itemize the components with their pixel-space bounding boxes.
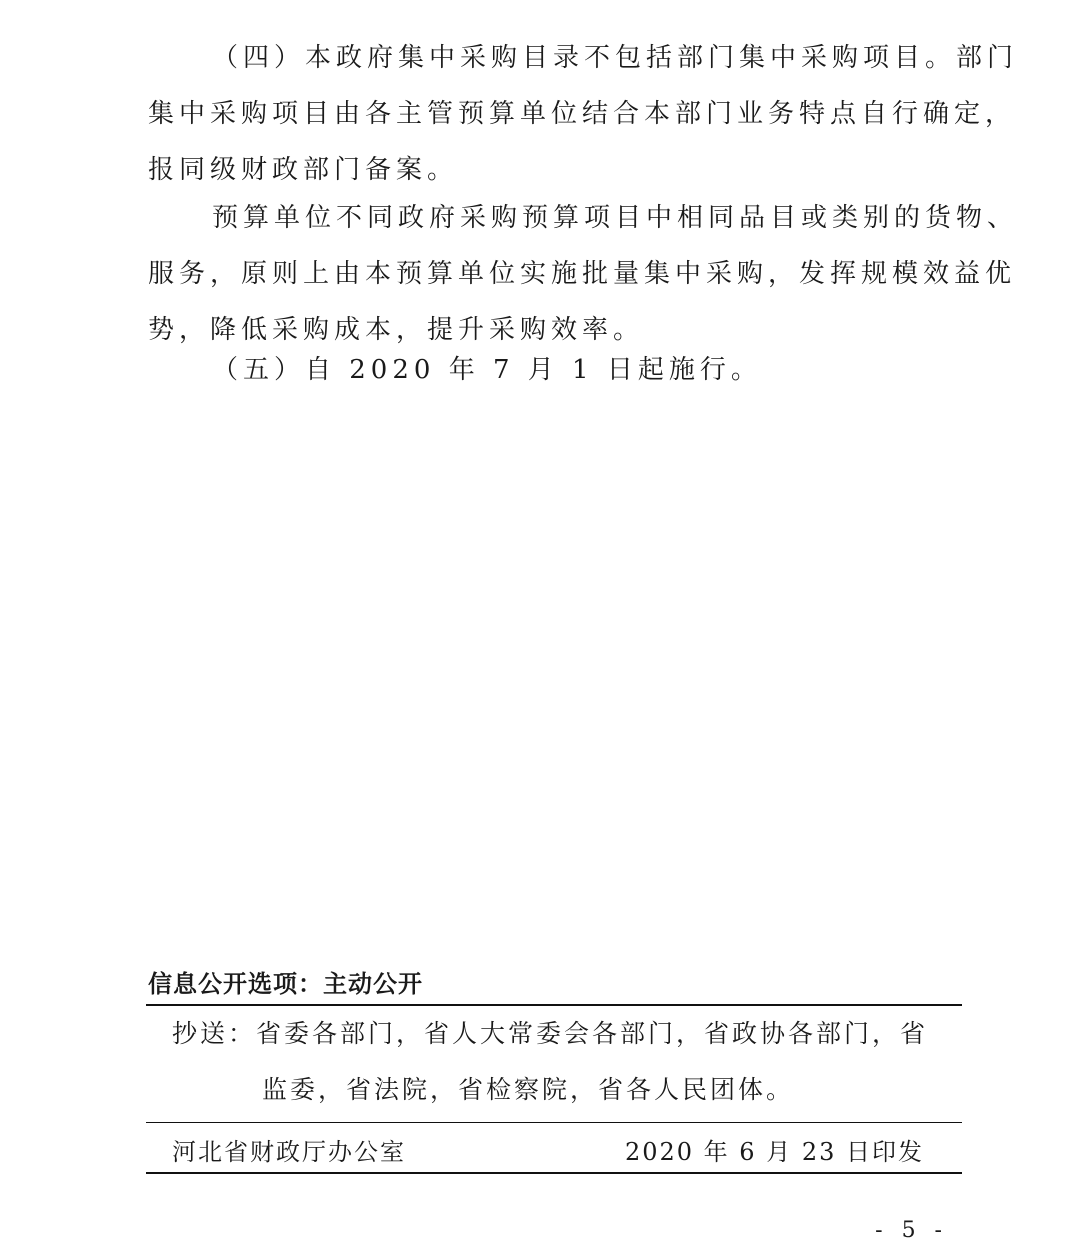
page-number: - 5 - [875, 1218, 948, 1243]
paragraph-line: 预算单位不同政府采购预算项目中相同品目或类别的货物、 [212, 203, 1019, 233]
paragraph-line: 服务，原则上由本预算单位实施批量集中采购，发挥规模效益优 [148, 259, 1017, 289]
paragraph-line: 集中采购项目由各主管预算单位结合本部门业务特点自行确定， [148, 99, 1017, 129]
paragraph-line: 报同级财政部门备案。 [148, 155, 459, 185]
paragraph-line: （四）本政府集中采购目录不包括部门集中采购项目。部门 [212, 43, 1019, 73]
paragraph-line: （五）自 2020 年 7 月 1 日起施行。 [212, 355, 762, 385]
issuing-office: 河北省财政厅办公室 [172, 1138, 406, 1166]
footer-rule-bottom [146, 1172, 962, 1174]
issue-date: 2020 年 6 月 23 日印发 [624, 1138, 924, 1166]
paragraph-item-5 [148, 342, 948, 398]
paragraph-batch-procurement [148, 190, 1019, 358]
footer-rule-middle [146, 1122, 962, 1123]
paragraph-item-4 [148, 30, 1019, 198]
paragraph-line: 势，降低采购成本，提升采购效率。 [148, 315, 645, 345]
cc-recipients-line1: 抄送：省委各部门，省人大常委会各部门，省政协各部门，省 [172, 1019, 929, 1048]
cc-recipients-line2: 监委，省法院，省检察院，省各人民团体。 [262, 1075, 795, 1104]
footer-rule-top [146, 1004, 962, 1006]
info-disclosure-option: 信息公开选项：主动公开 [148, 970, 423, 998]
